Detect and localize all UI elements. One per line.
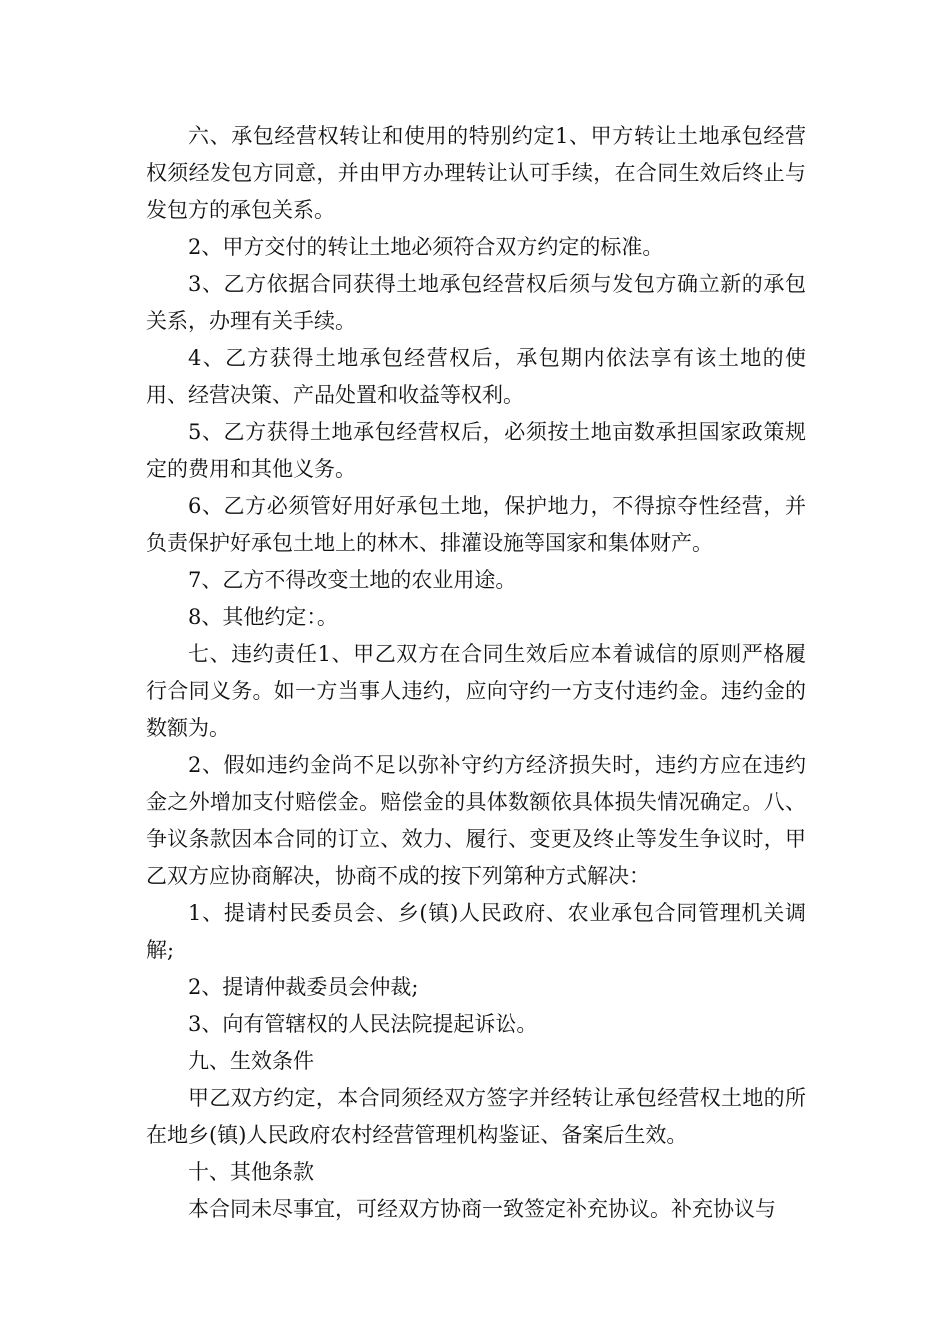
paragraph: 8、其他约定：。: [188, 605, 338, 629]
paragraph: 2、甲方交付的转让土地必须符合双方约定的标准。: [188, 235, 664, 259]
paragraph: 七、违约责任1、甲乙双方在合同生效后应本着诚信的原则严格履行合同义务。如一方当事人违约，应向守约一方支付违约金。违约金的数额为。: [146, 642, 806, 740]
section-heading: 九、生效条件: [188, 1049, 314, 1073]
paragraph: 甲乙双方约定，本合同须经双方签字并经转让承包经营权土地的所在地乡(镇)人民政府农村经营管理机构鉴证、备案后生效。: [146, 1086, 806, 1147]
paragraph: 6、乙方必须管好用好承包土地，保护地力，不得掠夺性经营，并负责保护好承包土地上的林木、排灌设施等国家和集体财产。: [146, 494, 806, 555]
paragraph: 2、提请仲裁委员会仲裁;: [188, 975, 419, 999]
paragraph: 3、向有管辖权的人民法院提起诉讼。: [188, 1012, 538, 1036]
paragraph: 六、承包经营权转让和使用的特别约定1、甲方转让土地承包经营权须经发包方同意，并由甲方办理转让认可手续，在合同生效后终止与发包方的承包关系。: [146, 124, 806, 222]
document-body: [146, 118, 806, 1228]
paragraph: 1、提请村民委员会、乡(镇)人民政府、农业承包合同管理机关调解;: [146, 901, 806, 962]
paragraph: 4、乙方获得土地承包经营权后，承包期内依法享有该土地的使用、经营决策、产品处置和收益等权利。: [146, 346, 806, 407]
paragraph: 5、乙方获得土地承包经营权后，必须按土地亩数承担国家政策规定的费用和其他义务。: [146, 420, 806, 481]
section-heading: 十、其他条款: [188, 1160, 314, 1184]
paragraph: 7、乙方不得改变土地的农业用途。: [188, 568, 517, 592]
paragraph: 2、假如违约金尚不足以弥补守约方经济损失时，违约方应在违约金之外增加支付赔偿金。赔偿金的具体数额依具体损失情况确定。八、争议条款因本合同的订立、效力、履行、变更及终止等发生争议时，甲乙双方应协商解决，协商不成的按下列第种方式解决：: [146, 753, 806, 888]
paragraph: 3、乙方依据合同获得土地承包经营权后须与发包方确立新的承包关系，办理有关手续。: [146, 272, 806, 333]
paragraph: 本合同未尽事宜，可经双方协商一致签定补充协议。补充协议与: [188, 1197, 776, 1221]
